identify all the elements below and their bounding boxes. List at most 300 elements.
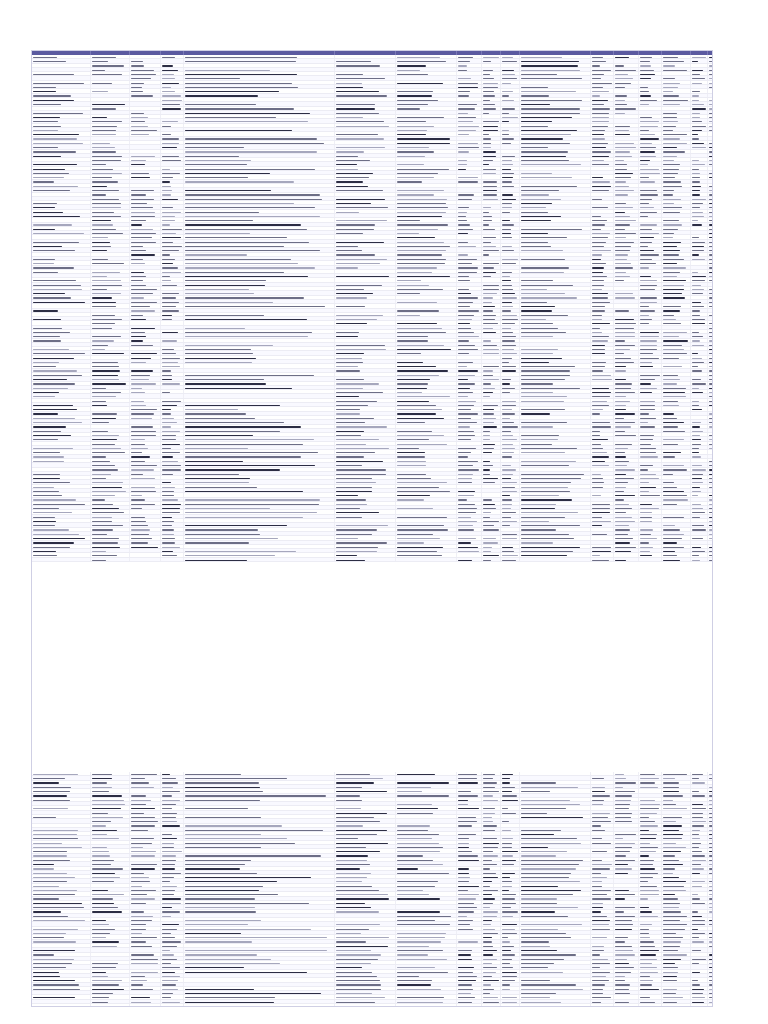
table-cell[interactable] [184, 802, 335, 805]
table-cell[interactable] [130, 115, 161, 118]
table-cell[interactable] [91, 347, 130, 350]
table-cell[interactable] [396, 815, 457, 818]
table-cell[interactable] [639, 506, 662, 509]
table-cell[interactable] [184, 347, 335, 350]
table-cell[interactable] [614, 218, 639, 221]
table-cell[interactable] [396, 892, 457, 895]
table-cell[interactable] [184, 266, 335, 269]
table-cell[interactable] [708, 888, 713, 891]
table-cell[interactable] [130, 879, 161, 882]
table-cell[interactable] [614, 523, 639, 526]
table-cell[interactable] [501, 446, 520, 449]
table-cell[interactable] [184, 910, 335, 913]
table-cell[interactable] [501, 119, 520, 122]
table-cell[interactable] [161, 244, 184, 247]
table-cell[interactable] [161, 274, 184, 277]
table-cell[interactable] [639, 914, 662, 917]
table-cell[interactable] [520, 68, 591, 71]
table-cell[interactable] [691, 309, 708, 312]
table-cell[interactable] [335, 802, 396, 805]
table-cell[interactable] [662, 541, 691, 544]
table-cell[interactable] [691, 394, 708, 397]
table-cell[interactable] [457, 845, 482, 848]
table-cell[interactable] [130, 450, 161, 453]
table-cell[interactable] [691, 330, 708, 333]
table-cell[interactable] [335, 528, 396, 531]
table-cell[interactable] [335, 390, 396, 393]
table-cell[interactable] [662, 291, 691, 294]
table-cell[interactable] [396, 884, 457, 887]
table-cell[interactable] [520, 472, 591, 475]
table-cell[interactable] [662, 502, 691, 505]
table-cell[interactable] [335, 862, 396, 865]
table-cell[interactable] [335, 278, 396, 281]
table-cell[interactable] [639, 819, 662, 822]
table-cell[interactable] [639, 364, 662, 367]
table-cell[interactable] [482, 296, 501, 299]
table-cell[interactable] [130, 64, 161, 67]
table-cell[interactable] [520, 162, 591, 165]
table-cell[interactable] [91, 89, 130, 92]
table-cell[interactable] [91, 836, 130, 839]
table-cell[interactable] [184, 261, 335, 264]
table-cell[interactable] [91, 798, 130, 801]
table-cell[interactable] [501, 463, 520, 466]
table-cell[interactable] [184, 468, 335, 471]
table-cell[interactable] [32, 888, 91, 891]
table-cell[interactable] [161, 223, 184, 226]
table-cell[interactable] [396, 132, 457, 135]
table-cell[interactable] [482, 364, 501, 367]
table-cell[interactable] [520, 102, 591, 105]
table-cell[interactable] [91, 536, 130, 539]
table-cell[interactable] [130, 416, 161, 419]
table-cell[interactable] [184, 291, 335, 294]
table-cell[interactable] [32, 836, 91, 839]
table-cell[interactable] [482, 150, 501, 153]
table-cell[interactable] [591, 446, 614, 449]
table-cell[interactable] [457, 373, 482, 376]
table-cell[interactable] [501, 291, 520, 294]
table-cell[interactable] [335, 81, 396, 84]
table-cell[interactable] [708, 240, 713, 243]
table-cell[interactable] [662, 382, 691, 385]
table-cell[interactable] [708, 802, 713, 805]
table-cell[interactable] [335, 119, 396, 122]
table-cell[interactable] [614, 558, 639, 561]
table-cell[interactable] [520, 845, 591, 848]
table-cell[interactable] [161, 403, 184, 406]
table-cell[interactable] [91, 150, 130, 153]
table-cell[interactable] [32, 905, 91, 908]
table-cell[interactable] [161, 119, 184, 122]
table-cell[interactable] [614, 858, 639, 861]
table-cell[interactable] [662, 98, 691, 101]
table-cell[interactable] [501, 455, 520, 458]
table-cell[interactable] [662, 879, 691, 882]
table-cell[interactable] [520, 291, 591, 294]
table-cell[interactable] [691, 210, 708, 213]
table-cell[interactable] [32, 347, 91, 350]
table-cell[interactable] [639, 270, 662, 273]
table-cell[interactable] [32, 107, 91, 110]
table-cell[interactable] [614, 541, 639, 544]
table-cell[interactable] [396, 351, 457, 354]
table-cell[interactable] [457, 115, 482, 118]
table-cell[interactable] [161, 201, 184, 204]
table-cell[interactable] [591, 197, 614, 200]
table-cell[interactable] [91, 107, 130, 110]
table-cell[interactable] [32, 171, 91, 174]
table-cell[interactable] [130, 334, 161, 337]
table-cell[interactable] [591, 193, 614, 196]
table-cell[interactable] [161, 141, 184, 144]
table-cell[interactable] [91, 128, 130, 131]
table-cell[interactable] [482, 141, 501, 144]
table-cell[interactable] [662, 390, 691, 393]
table-cell[interactable] [614, 300, 639, 303]
table-cell[interactable] [501, 815, 520, 818]
table-cell[interactable] [614, 549, 639, 552]
table-cell[interactable] [482, 815, 501, 818]
table-cell[interactable] [520, 493, 591, 496]
table-cell[interactable] [708, 210, 713, 213]
table-cell[interactable] [91, 115, 130, 118]
table-cell[interactable] [482, 407, 501, 410]
table-cell[interactable] [691, 102, 708, 105]
table-cell[interactable] [335, 485, 396, 488]
table-cell[interactable] [457, 437, 482, 440]
table-cell[interactable] [501, 867, 520, 870]
table-cell[interactable] [396, 493, 457, 496]
table-cell[interactable] [91, 369, 130, 372]
table-cell[interactable] [662, 545, 691, 548]
table-cell[interactable] [520, 98, 591, 101]
table-cell[interactable] [130, 59, 161, 62]
table-cell[interactable] [614, 832, 639, 835]
table-cell[interactable] [161, 145, 184, 148]
table-cell[interactable] [691, 235, 708, 238]
table-cell[interactable] [691, 197, 708, 200]
table-cell[interactable] [396, 875, 457, 878]
table-cell[interactable] [91, 858, 130, 861]
table-cell[interactable] [396, 167, 457, 170]
table-cell[interactable] [591, 888, 614, 891]
table-cell[interactable] [708, 459, 713, 462]
table-cell[interactable] [614, 119, 639, 122]
table-cell[interactable] [396, 901, 457, 904]
table-cell[interactable] [639, 390, 662, 393]
table-cell[interactable] [639, 867, 662, 870]
table-cell[interactable] [32, 248, 91, 251]
table-cell[interactable] [501, 257, 520, 260]
table-cell[interactable] [501, 270, 520, 273]
table-cell[interactable] [32, 197, 91, 200]
table-cell[interactable] [184, 201, 335, 204]
table-cell[interactable] [130, 85, 161, 88]
table-cell[interactable] [501, 76, 520, 79]
table-cell[interactable] [130, 798, 161, 801]
table-cell[interactable] [161, 824, 184, 827]
table-cell[interactable] [691, 124, 708, 127]
table-cell[interactable] [32, 76, 91, 79]
table-cell[interactable] [662, 244, 691, 247]
table-cell[interactable] [614, 343, 639, 346]
table-cell[interactable] [457, 407, 482, 410]
table-cell[interactable] [91, 227, 130, 230]
table-cell[interactable] [501, 102, 520, 105]
table-cell[interactable] [501, 480, 520, 483]
table-cell[interactable] [335, 811, 396, 814]
table-cell[interactable] [91, 94, 130, 97]
table-cell[interactable] [130, 528, 161, 531]
table-cell[interactable] [501, 235, 520, 238]
table-cell[interactable] [708, 184, 713, 187]
table-cell[interactable] [520, 892, 591, 895]
table-cell[interactable] [130, 171, 161, 174]
table-cell[interactable] [614, 364, 639, 367]
table-cell[interactable] [520, 313, 591, 316]
table-cell[interactable] [457, 72, 482, 75]
table-cell[interactable] [161, 313, 184, 316]
table-cell[interactable] [161, 862, 184, 865]
table-cell[interactable] [396, 450, 457, 453]
table-cell[interactable] [501, 429, 520, 432]
table-cell[interactable] [32, 235, 91, 238]
table-cell[interactable] [662, 463, 691, 466]
table-cell[interactable] [520, 115, 591, 118]
table-cell[interactable] [708, 235, 713, 238]
table-cell[interactable] [161, 137, 184, 140]
table-cell[interactable] [161, 235, 184, 238]
table-cell[interactable] [130, 867, 161, 870]
table-cell[interactable] [482, 309, 501, 312]
table-cell[interactable] [396, 227, 457, 230]
table-cell[interactable] [501, 459, 520, 462]
table-cell[interactable] [614, 214, 639, 217]
table-cell[interactable] [161, 261, 184, 264]
table-cell[interactable] [639, 558, 662, 561]
table-cell[interactable] [130, 476, 161, 479]
table-cell[interactable] [691, 334, 708, 337]
table-cell[interactable] [691, 806, 708, 809]
table-cell[interactable] [708, 403, 713, 406]
table-cell[interactable] [614, 150, 639, 153]
table-cell[interactable] [396, 506, 457, 509]
table-cell[interactable] [691, 287, 708, 290]
table-cell[interactable] [614, 321, 639, 324]
table-cell[interactable] [520, 339, 591, 342]
table-cell[interactable] [639, 317, 662, 320]
table-cell[interactable] [591, 85, 614, 88]
table-cell[interactable] [482, 892, 501, 895]
table-cell[interactable] [91, 480, 130, 483]
table-cell[interactable] [691, 356, 708, 359]
table-cell[interactable] [614, 360, 639, 363]
table-cell[interactable] [501, 545, 520, 548]
table-cell[interactable] [396, 231, 457, 234]
table-cell[interactable] [457, 197, 482, 200]
table-cell[interactable] [184, 326, 335, 329]
table-cell[interactable] [520, 253, 591, 256]
table-cell[interactable] [91, 377, 130, 380]
table-cell[interactable] [501, 274, 520, 277]
table-cell[interactable] [691, 377, 708, 380]
table-cell[interactable] [335, 553, 396, 556]
table-cell[interactable] [32, 244, 91, 247]
table-cell[interactable] [662, 819, 691, 822]
table-cell[interactable] [591, 519, 614, 522]
table-cell[interactable] [130, 558, 161, 561]
table-cell[interactable] [662, 231, 691, 234]
table-cell[interactable] [482, 85, 501, 88]
table-cell[interactable] [614, 901, 639, 904]
table-cell[interactable] [161, 897, 184, 900]
table-cell[interactable] [708, 789, 713, 792]
table-cell[interactable] [32, 321, 91, 324]
table-cell[interactable] [184, 502, 335, 505]
table-cell[interactable] [457, 871, 482, 874]
table-cell[interactable] [662, 115, 691, 118]
table-cell[interactable] [501, 124, 520, 127]
table-cell[interactable] [184, 235, 335, 238]
table-cell[interactable] [482, 506, 501, 509]
table-cell[interactable] [161, 184, 184, 187]
table-cell[interactable] [520, 278, 591, 281]
table-cell[interactable] [457, 124, 482, 127]
table-cell[interactable] [32, 849, 91, 852]
table-cell[interactable] [662, 201, 691, 204]
table-cell[interactable] [396, 455, 457, 458]
table-cell[interactable] [184, 85, 335, 88]
table-cell[interactable] [482, 468, 501, 471]
table-cell[interactable] [591, 141, 614, 144]
table-cell[interactable] [639, 832, 662, 835]
table-cell[interactable] [91, 394, 130, 397]
table-cell[interactable] [691, 468, 708, 471]
table-cell[interactable] [501, 425, 520, 428]
table-cell[interactable] [520, 141, 591, 144]
table-cell[interactable] [457, 343, 482, 346]
table-cell[interactable] [614, 871, 639, 874]
table-cell[interactable] [482, 802, 501, 805]
table-cell[interactable] [91, 897, 130, 900]
table-cell[interactable] [691, 76, 708, 79]
table-cell[interactable] [184, 334, 335, 337]
table-cell[interactable] [482, 794, 501, 797]
table-cell[interactable] [161, 875, 184, 878]
table-cell[interactable] [32, 875, 91, 878]
table-cell[interactable] [691, 150, 708, 153]
table-cell[interactable] [32, 193, 91, 196]
table-cell[interactable] [482, 420, 501, 423]
table-cell[interactable] [91, 420, 130, 423]
table-cell[interactable] [457, 781, 482, 784]
table-cell[interactable] [335, 150, 396, 153]
table-cell[interactable] [91, 781, 130, 784]
table-cell[interactable] [184, 879, 335, 882]
table-cell[interactable] [335, 407, 396, 410]
table-cell[interactable] [457, 433, 482, 436]
table-cell[interactable] [614, 64, 639, 67]
table-cell[interactable] [161, 107, 184, 110]
table-cell[interactable] [130, 326, 161, 329]
table-cell[interactable] [691, 386, 708, 389]
table-cell[interactable] [501, 776, 520, 779]
table-cell[interactable] [708, 541, 713, 544]
table-cell[interactable] [32, 416, 91, 419]
table-cell[interactable] [614, 463, 639, 466]
table-cell[interactable] [639, 862, 662, 865]
table-cell[interactable] [614, 455, 639, 458]
table-cell[interactable] [482, 412, 501, 415]
table-cell[interactable] [639, 523, 662, 526]
table-cell[interactable] [482, 64, 501, 67]
table-cell[interactable] [335, 171, 396, 174]
table-cell[interactable] [520, 119, 591, 122]
table-cell[interactable] [184, 498, 335, 501]
table-cell[interactable] [184, 304, 335, 307]
table-cell[interactable] [457, 334, 482, 337]
table-cell[interactable] [161, 377, 184, 380]
table-cell[interactable] [482, 287, 501, 290]
table-cell[interactable] [614, 72, 639, 75]
table-cell[interactable] [457, 59, 482, 62]
table-cell[interactable] [662, 377, 691, 380]
table-cell[interactable] [708, 167, 713, 170]
table-cell[interactable] [335, 858, 396, 861]
table-cell[interactable] [614, 115, 639, 118]
table-cell[interactable] [591, 339, 614, 342]
table-cell[interactable] [591, 789, 614, 792]
table-cell[interactable] [335, 145, 396, 148]
table-cell[interactable] [91, 313, 130, 316]
table-cell[interactable] [501, 523, 520, 526]
table-cell[interactable] [91, 558, 130, 561]
table-cell[interactable] [130, 849, 161, 852]
table-cell[interactable] [639, 845, 662, 848]
table-cell[interactable] [501, 858, 520, 861]
table-cell[interactable] [91, 884, 130, 887]
table-cell[interactable] [130, 824, 161, 827]
table-cell[interactable] [614, 506, 639, 509]
table-cell[interactable] [501, 832, 520, 835]
table-cell[interactable] [396, 287, 457, 290]
table-cell[interactable] [184, 472, 335, 475]
table-cell[interactable] [708, 351, 713, 354]
table-cell[interactable] [691, 519, 708, 522]
table-cell[interactable] [335, 266, 396, 269]
table-cell[interactable] [457, 836, 482, 839]
table-cell[interactable] [639, 892, 662, 895]
table-cell[interactable] [161, 193, 184, 196]
table-cell[interactable] [662, 309, 691, 312]
table-cell[interactable] [614, 227, 639, 230]
table-cell[interactable] [662, 68, 691, 71]
table-cell[interactable] [457, 154, 482, 157]
table-cell[interactable] [457, 107, 482, 110]
table-cell[interactable] [691, 261, 708, 264]
table-cell[interactable] [482, 382, 501, 385]
table-cell[interactable] [161, 296, 184, 299]
table-cell[interactable] [161, 128, 184, 131]
table-cell[interactable] [32, 218, 91, 221]
table-cell[interactable] [639, 394, 662, 397]
table-cell[interactable] [691, 897, 708, 900]
table-cell[interactable] [708, 304, 713, 307]
table-cell[interactable] [691, 240, 708, 243]
table-cell[interactable] [614, 789, 639, 792]
